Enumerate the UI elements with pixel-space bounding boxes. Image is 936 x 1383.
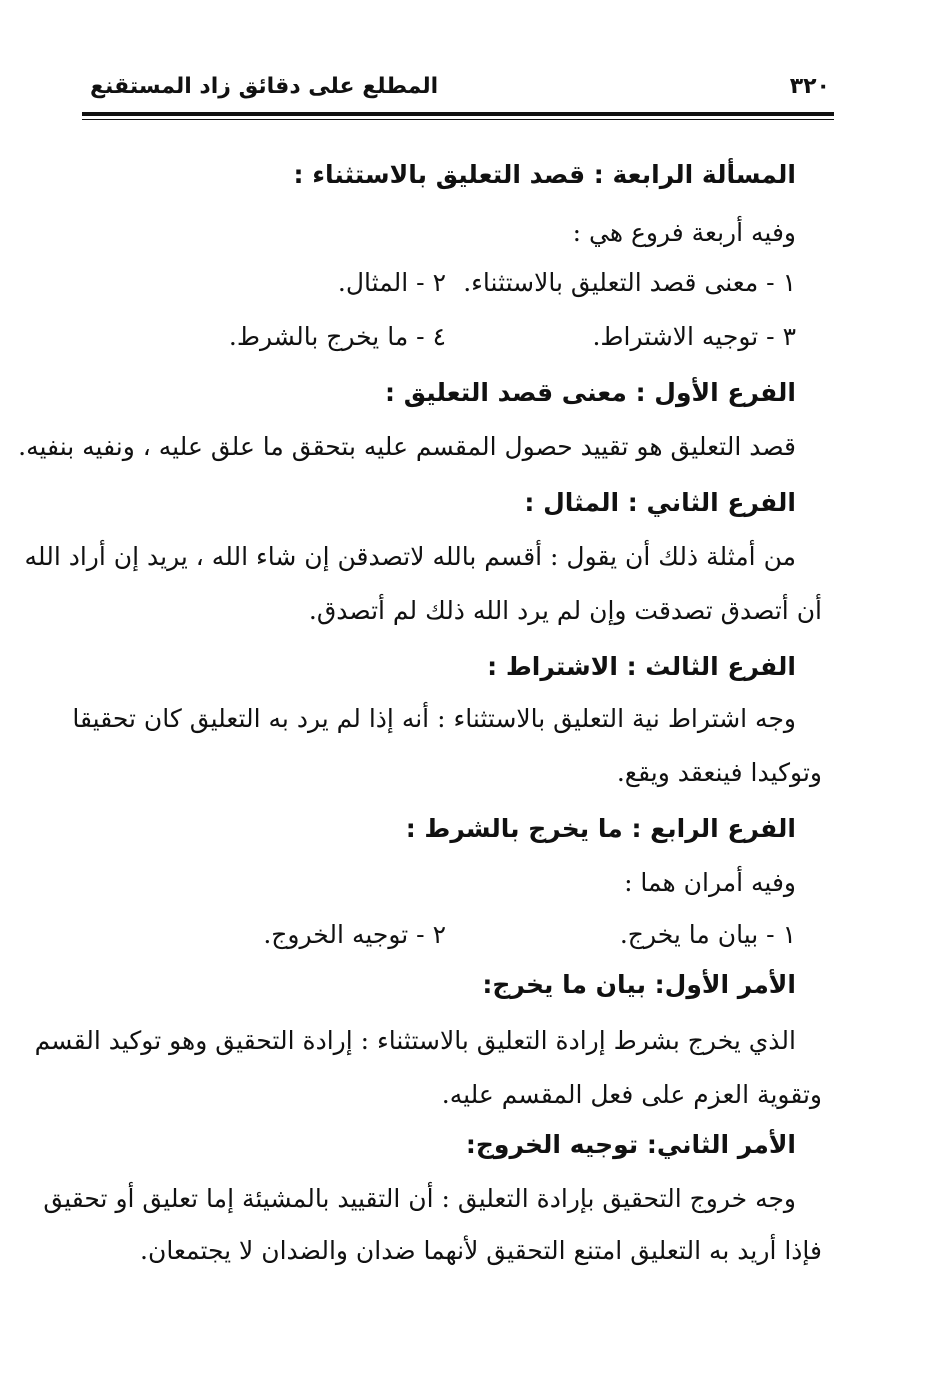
branch4-heading: الفرع الرابع : ما يخرج بالشرط : [405, 814, 796, 843]
running-header [82, 70, 834, 110]
matter-list-item: ٢ - توجيه الخروج. [263, 920, 446, 949]
branch3-heading: الفرع الثالث : الاشتراط : [487, 652, 796, 681]
branch1-text: قصد التعليق هو تقييد حصول المقسم عليه بتحقق ما علق عليه ، ونفيه بنفيه. [18, 432, 796, 461]
matter2-text-line: وجه خروج التحقيق بإرادة التعليق : أن التقييد بالمشيئة إما تعليق أو تحقيق [43, 1184, 796, 1213]
intro-text: وفيه أربعة فروع هي : [572, 218, 796, 247]
matter2-heading: الأمر الثاني: توجيه الخروج: [465, 1130, 796, 1159]
branch-list-item: ٤ - ما يخرج بالشرط. [228, 322, 446, 351]
branch2-text-line: من أمثلة ذلك أن يقول : أقسم بالله لاتصدقن إن شاء الله ، يريد إن أراد الله [24, 542, 796, 571]
branch-list-item: ٣ - توجيه الاشتراط. [592, 322, 796, 351]
branch2-text-line: أن أتصدق تصدقت وإن لم يرد الله ذلك لم أتصدق. [308, 596, 822, 625]
header-rule-thin [82, 119, 834, 120]
matter1-text-line: وتقوية العزم على فعل المقسم عليه. [441, 1080, 822, 1109]
branch-list-item: ١ - معنى قصد التعليق بالاستثناء. [463, 268, 796, 297]
running-title: المطلع على دقائق زاد المستقنع [90, 74, 439, 99]
matter-list-item: ١ - بيان ما يخرج. [619, 920, 796, 949]
matter1-text-line: الذي يخرج بشرط إرادة التعليق بالاستثناء : إرادة التحقيق وهو توكيد القسم [34, 1026, 796, 1055]
branch-list-item: ٢ - المثال. [337, 268, 446, 297]
branch3-text-line: وجه اشتراط نية التعليق بالاستثناء : أنه إذا لم يرد به التعليق كان تحقيقا [72, 704, 796, 733]
matter1-heading: الأمر الأول: بيان ما يخرج: [482, 970, 796, 999]
page-number: ٣٢٠ [789, 74, 830, 99]
main-heading: المسألة الرابعة : قصد التعليق بالاستثناء : [293, 160, 796, 189]
branch1-heading: الفرع الأول : معنى قصد التعليق : [385, 378, 796, 407]
matter2-text-line: فإذا أريد به التعليق امتنع التحقيق لأنهما ضدان والضدان لا يجتمعان. [140, 1236, 822, 1265]
header-rule-thick [82, 112, 834, 116]
branch3-text-line: وتوكيدا فينعقد ويقع. [616, 758, 822, 787]
branch2-heading: الفرع الثاني : المثال : [524, 488, 796, 517]
branch4-intro: وفيه أمران هما : [624, 868, 796, 897]
